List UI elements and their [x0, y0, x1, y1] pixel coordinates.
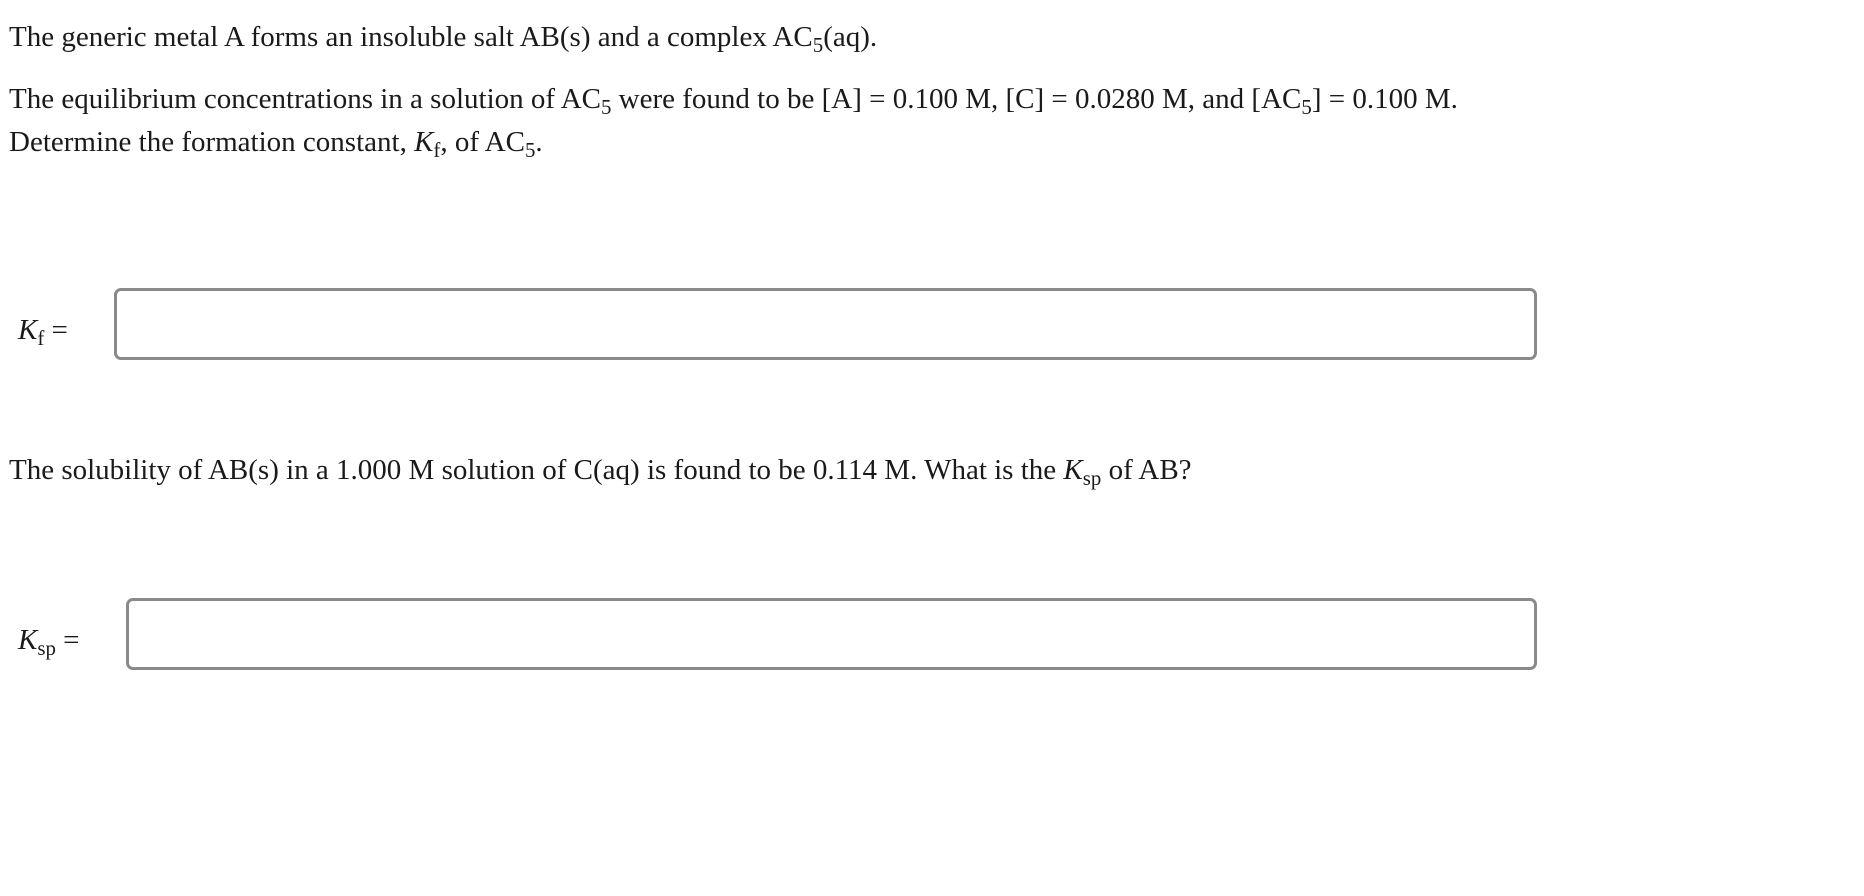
kf-question-text: Determine the formation constant, $K_f$, of $AC_5$.: [9, 126, 543, 162]
ksp-answer-input[interactable]: [126, 598, 1537, 670]
ksp-label: $K_{sp}$ =: [18, 624, 80, 660]
equilibrium-text: The equilibrium concentrations in a solution of $AC_5$ were found to be [A] = 0.100 M, [C] = 0.0280 M, and $[AC_5] = 0.100$ M.: [9, 83, 1458, 119]
kf-answer-input[interactable]: [114, 288, 1537, 360]
intro-text: The generic metal A forms an insoluble salt AB(s) and a complex $AC_5(aq)$.: [9, 21, 878, 57]
kf-label: $K_f$ =: [18, 314, 68, 350]
solubility-question-text: The solubility of AB(s) in a 1.000 M solution of C(aq) is found to be 0.114 M. What is the $K_{sp}$ of AB?: [9, 454, 1192, 490]
